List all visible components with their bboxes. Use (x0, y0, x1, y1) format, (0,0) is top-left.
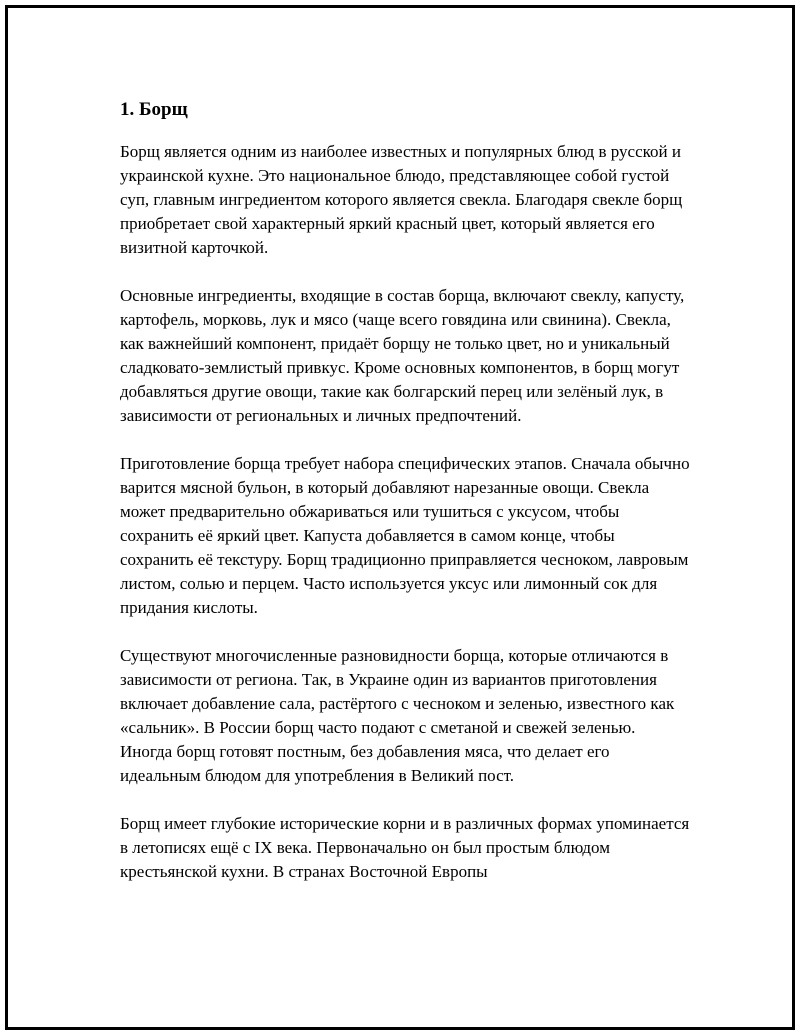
paragraph-preparation: Приготовление борща требует набора специфических этапов. Сначала обычно варится мясной бульон, в который добавляют нарезанные овощи. Свекла может предварительно обжариваться или тушиться с уксусом, чтобы сохранить её яркий цвет. Капуста добавляется в самом конце, чтобы сохранить её текстуру. Борщ традиционно приправляется чесноком, лавровым листом, солью и перцем. Часто используется уксус или лимонный сок для придания кислоты. (120, 454, 690, 617)
paragraph-varieties: Существуют многочисленные разновидности борща, которые отличаются в зависимости от региона. Так, в Украине один из вариантов приготовления включает добавление сала, растёртого с чесноком и зеленью, известного как «сальник». В России борщ часто подают с сметаной и свежей зеленью. Иногда борщ готовят постным, без добавления мяса, что делает его идеальным блюдом для употребления в Великий пост. (120, 646, 675, 785)
paragraph-intro: Борщ является одним из наиболее известных и популярных блюд в русской и украинской кухне. Это национальное блюдо, представляющее собой густой суп, главным ингредиентом которого является свекла. Благодаря свекле борщ приобретает свой характерный яркий красный цвет, который является его визитной карточкой. (120, 142, 683, 257)
section-heading: 1. Борщ (120, 99, 188, 120)
paragraph-history: Борщ имеет глубокие исторические корни и в различных формах упоминается в летописях ещё с IX века. Первоначально он был простым блюдом крестьянской кухни. В странах Восточной Европы (120, 814, 690, 881)
document-page (5, 5, 795, 1030)
paragraph-ingredients: Основные ингредиенты, входящие в состав борща, включают свеклу, капусту, картофель, морковь, лук и мясо (чаще всего говядина или свинина). Свекла, как важнейший компонент, придаёт борщу не только цвет, но и уникальный сладковато-землистый привкус. Кроме основных компонентов, в борщ могут добавляться другие овощи, такие как болгарский перец или зелёный лук, в зависимости от региональных и личных предпочтений. (120, 286, 685, 425)
document-body (120, 98, 690, 884)
